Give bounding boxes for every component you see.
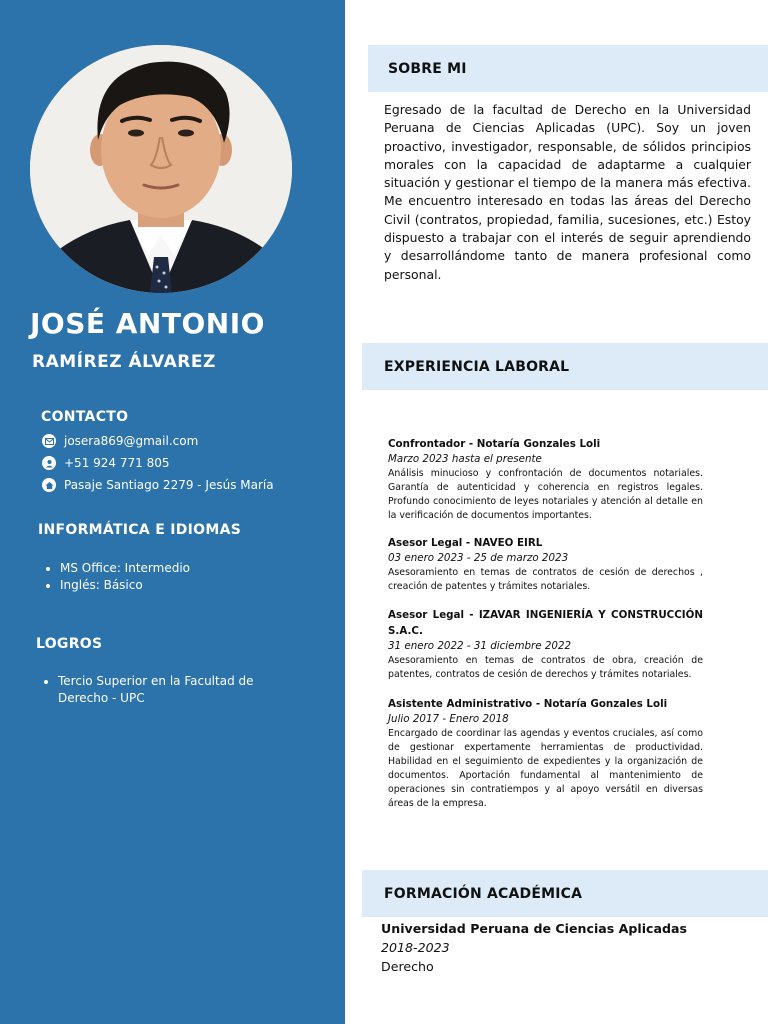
first-name: JOSÉ ANTONIO [30,307,265,340]
phone-text[interactable]: +51 924 771 805 [64,456,170,470]
job-date: 31 enero 2022 - 31 diciembre 2022 [388,640,572,652]
job-date: 03 enero 2023 - 25 de marzo 2023 [388,552,569,564]
job-date: Marzo 2023 hasta el presente [388,453,542,465]
education-years: 2018-2023 [381,940,450,955]
home-icon [42,478,56,492]
experience-heading [362,343,768,390]
last-name: RAMÍREZ ÁLVAREZ [32,352,216,372]
profile-photo [30,45,292,293]
address-text: Pasaje Santiago 2279 - Jesús María [64,478,274,492]
education-degree: Derecho [381,959,434,974]
about-heading [368,45,768,92]
job-description: Encargado de coordinar las agendas y eventos cruciales, así como de gestionar expertamente herramientas de productividad. Habilidad en el seguimiento de expedientes y la organización de documentos. Aportación fundamental al mantenimiento de operaciones sin contratiempos y al apoyo versátil en diversas áreas de la empresa. [388,728,703,809]
contact-email[interactable] [42,432,198,450]
skills-list [42,560,190,594]
about-text: Egresado de la facultad de Derecho en la Universidad Peruana de Ciencias Aplicadas (UPC). Soy un joven proactivo, investigador, responsable, de sólidos principios morales con la capacidad de adaptarme a cualquier situación y gestionar el tiempo de la manera más efectiva. Me encuentro interesado en todas las áreas del Derecho Civil (contratos, propiedad, familia, sucesiones, etc.) Estoy dispuesto a trabajar con el interés de seguir aprendiendo y desarrollándome tanto de manera profesional como personal. [384,102,751,282]
contact-phone[interactable] [42,454,169,472]
job-description: Asesoramiento en temas de contratos de cesión de derechos , creación de patentes y trámites notariales. [388,567,703,592]
job-entry [388,535,703,594]
list-item: • Tercio Superior en la Facultad de Derecho - UPC [58,673,288,707]
envelope-icon [42,434,56,448]
achievements-heading: LOGROS [36,636,103,652]
job-entry [388,436,703,523]
user-icon [42,456,56,470]
job-title: Asistente Administrativo - Notaría Gonzales Loli [388,698,668,710]
email-text[interactable]: josera869@gmail.com [64,434,199,448]
education-heading [362,870,768,917]
list-item: • Inglés: Básico [60,577,190,594]
job-title: Confrontador - Notaría Gonzales Loli [388,438,601,450]
job-title: Asesor Legal - IZAVAR INGENIERÍA Y CONSTRUCCIÓN S.A.C. [388,609,703,637]
sidebar [0,0,345,1024]
list-item: • MS Office: Intermedio [60,560,190,577]
job-date: Julio 2017 - Enero 2018 [388,713,509,725]
contact-heading: CONTACTO [41,409,129,425]
job-title: Asesor Legal - NAVEO EIRL [388,537,543,549]
job-description: Análisis minucioso y confrontación de documentos notariales. Garantía de autenticidad y coherencia en registros legales. Profundo conocimiento de leyes notariales y atención al detalle en la verificación de documentos importantes. [388,468,703,521]
job-entry [388,696,703,811]
skills-heading: INFORMÁTICA E IDIOMAS [38,522,242,538]
job-entry [388,607,703,682]
experience-heading-text: EXPERIENCIA LABORAL [384,358,570,375]
about-heading-text: SOBRE MI [388,60,467,77]
portrait-illustration [30,45,292,293]
achievements-list [40,673,288,707]
job-description: Asesoramiento en temas de contratos de obra, creación de patentes, contratos de cesión de derechos y trámites notariales. [388,655,703,680]
education-heading-text: FORMACIÓN ACADÉMICA [384,885,583,902]
education-institution: Universidad Peruana de Ciencias Aplicadas [381,921,688,936]
education-entry [381,919,687,976]
contact-address [42,476,274,494]
